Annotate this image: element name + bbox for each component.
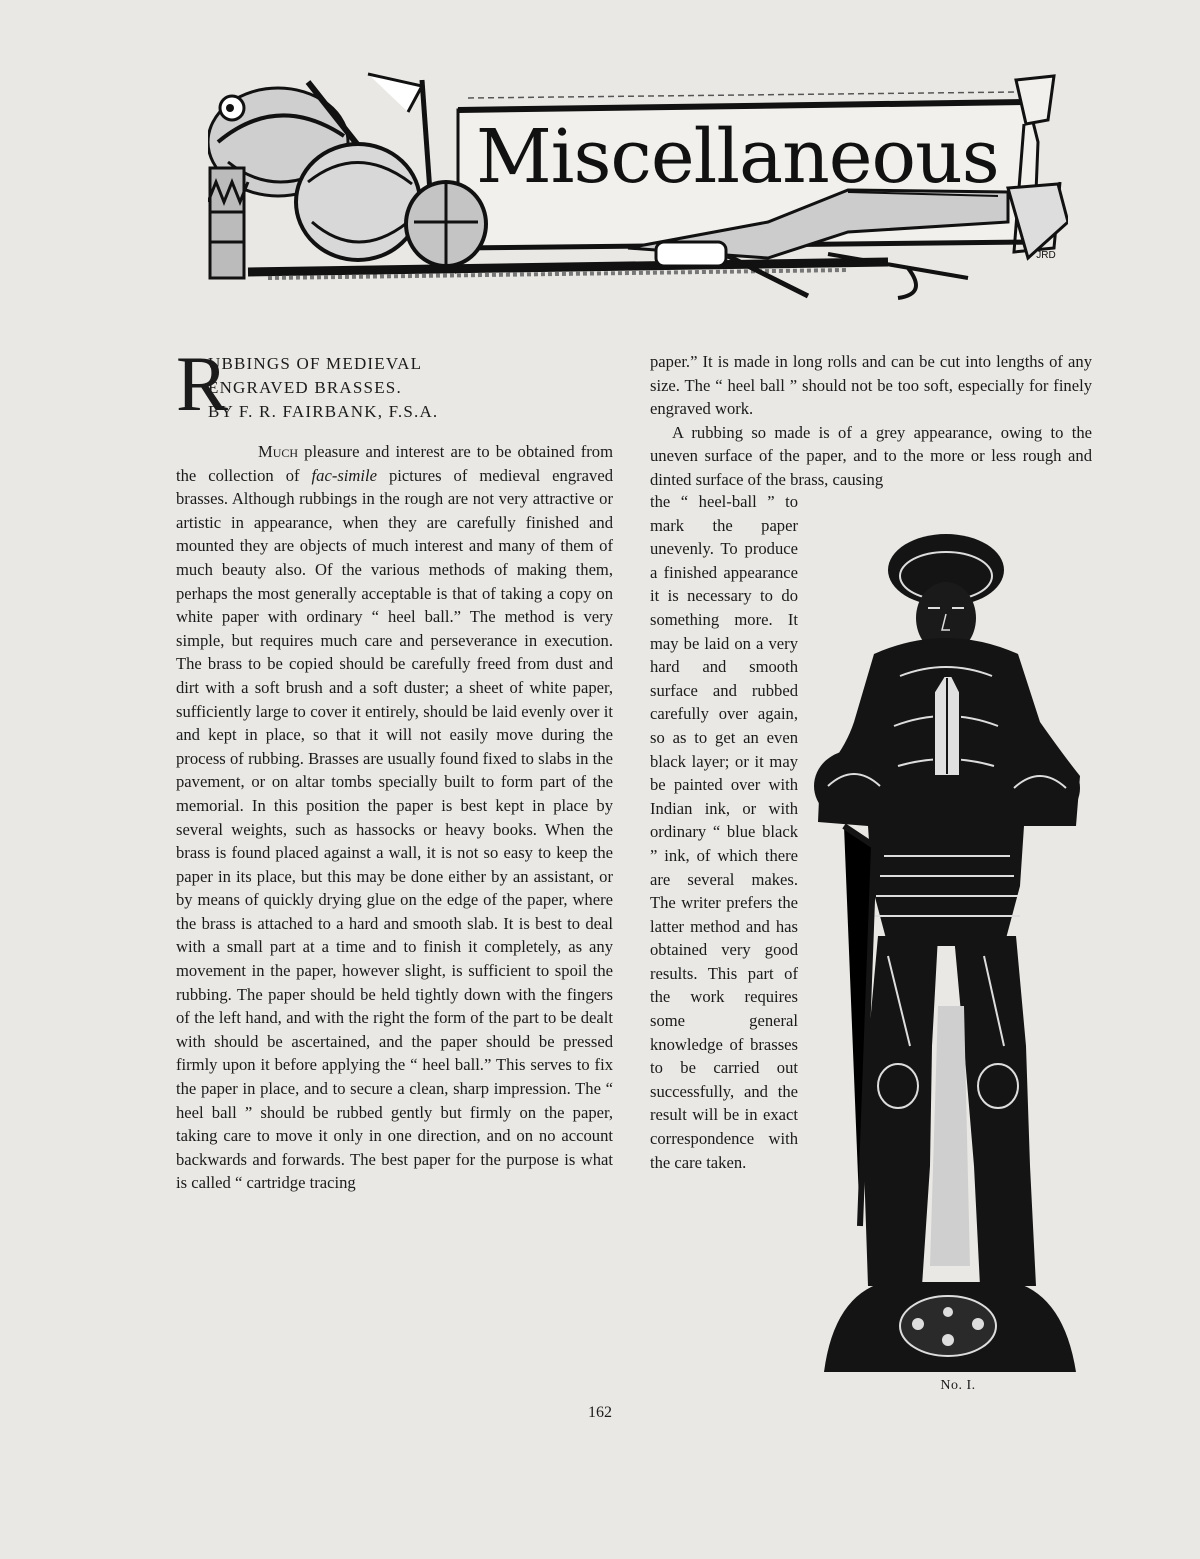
paragraph-1-text-a: pleasure and interest are to be obtained from the collection of [176,442,613,485]
section-title: Miscellaneous [476,114,999,200]
paragraph-3: A rubbing so made is of a grey appearance, owing to the uneven surface of the paper, and to the more or less rough and dinted surface of the brass, causing [650,422,1092,489]
narrow-column [650,490,798,1174]
paragraph-lead: Much [258,442,299,461]
right-column-top [650,350,1092,492]
section-banner [208,72,1068,300]
artist-monogram: JRD [1036,250,1056,261]
figure-caption: No. I. [940,1378,976,1393]
page-number: 162 [588,1404,612,1421]
drop-cap: R [176,340,229,427]
paragraph-1 [176,440,613,1195]
heading-line-1: UBBINGS OF MEDIEVAL [208,354,423,373]
paragraph-3-continued: the “ heel-ball ” to mark the paper unevenly. To produce a finished appearance it is necessary to do something more. It may be laid on a very hard and smooth surface and rubbed carefully over again, so as to get an even black layer; or it may be painted over with Indian ink, or with ordinary “ blue black ” ink, of which there are several makes. The writer prefers the latter method and has obtained very good results. This part of the work requires some general knowledge of brasses to be carried out successfully, and the result will be in exact correspondence with the care taken. [650,492,798,1172]
heading-line-2: ENGRAVED BRASSES. [208,378,402,397]
left-column [176,440,613,1195]
paragraph-1-text-b: pictures of medieval engraved brasses. Although rubbings in the rough are not very attractive or artistic in appearance, when they are carefully finished and mounted they are objects of much interest and many of them of much beauty also. Of the various methods of making them, perhaps the most generally acceptable is that of taking a copy on white paper with ordinary “ heel ball.” The method is very simple, but requires much care and perseverance in execution. The brass to be copied should be carefully freed from dust and dirt with a soft brush and a soft duster; a sheet of white paper, sufficiently large to cover it entirely, should be laid evenly over it and kept in place, so that it will not easily move during the process of rubbing. Brasses are usually found fixed to slabs in the pavement, or on altar tombs specially built to form part of the memorial. In this position the paper is best kept in place by several weights, such as hassocks or heavy books. When the brass is found placed against a wall, it is not so easy to keep the paper in its place, but this may be done either by an assistant, or by means of quickly drying glue on the edge of the paper, where the brass is attached to a hard and smooth slab. It is best to deal with a small part at a time and to finish it completely, as any movement in the paper, however slight, is sufficient to spoil the rubbing. The paper should be held tightly down with the fingers of the left hand, and with the right the form of the part to be dealt with should be ascertained, and the paper should be pressed firmly upon it before applying the “ heel ball.” This serves to fix the paper in place, and to secure a clean, sharp impression. The “ heel ball ” should be rubbed gently but firmly on the paper, taking care to move it only in one direction, and on no account backwards and forwards. The best paper for the purpose is what is called “ cartridge tracing [176,465,613,1193]
knight-brass-illustration [814,526,1090,1372]
paragraph-2: paper.” It is made in long rolls and can be cut into lengths of any size. The “ heel ball ” should not be too soft, especially for finely engraved work. [650,352,1092,419]
paragraph-1-italic: fac-simile [311,465,377,485]
brass-rubbing-figure [814,526,1090,1372]
byline: BY F. R. FAIRBANK, F.S.A. [208,402,439,421]
